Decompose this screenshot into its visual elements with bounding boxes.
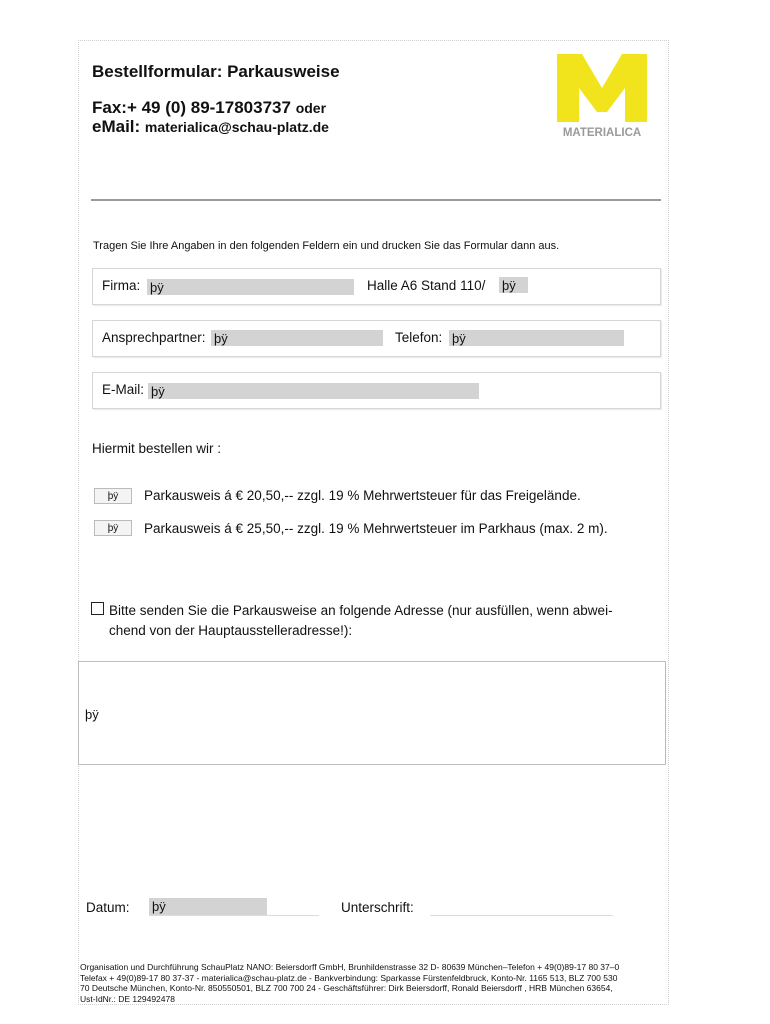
email-field[interactable]: þÿ	[148, 383, 479, 399]
date-line	[149, 915, 319, 916]
company-field[interactable]: þÿ	[147, 279, 354, 295]
footer-imprint	[80, 962, 670, 1004]
logo-m-shape	[557, 54, 647, 122]
signature-label: Unterschrift:	[341, 900, 414, 915]
stand-field[interactable]: þÿ	[499, 277, 528, 293]
logo-text: MATERIALICA	[562, 127, 642, 139]
order-item-car-park: Parkausweis á € 25,50,-- zzgl. 19 % Mehrwertsteuer im Parkhaus (max. 2 m).	[144, 521, 608, 536]
email-address: materialica@schau-platz.de	[144, 119, 329, 135]
footer-line-2: Telefax + 49(0)89-17 80 37-37 - materialica@schau-platz.de - Bankverbindung: Sparkasse Fürstenfeldbruck, Konto-Nr. 1165 513, BLZ 700 530	[80, 972, 618, 983]
contact-person-field[interactable]: þÿ	[211, 330, 383, 346]
email-field-label: E-Mail:	[102, 382, 145, 397]
order-intro: Hiermit bestellen wir :	[92, 441, 222, 456]
hall-stand-label: Halle A6 Stand 110/	[367, 278, 486, 293]
quantity-field-open-area[interactable]: þÿ	[94, 488, 132, 504]
alternate-address-checkbox[interactable]	[91, 602, 104, 615]
footer-line-3: 70 Deutsche München, Konto-Nr. 850550501, BLZ 700 700 24 - Geschäftsführer: Dirk Beiersdorff, Ronald Beiersdorff , HRB München 63654,	[80, 983, 613, 993]
date-field[interactable]: þÿ	[149, 898, 267, 915]
fax-line	[92, 98, 326, 118]
fax-number: Fax:+ 49 (0) 89-17803737	[92, 98, 291, 117]
fax-suffix: oder	[295, 100, 327, 116]
footer-line-4: Ust-IdNr.: DE 129492478	[80, 993, 175, 1004]
phone-field[interactable]: þÿ	[449, 330, 624, 346]
address-textarea[interactable]	[78, 661, 666, 765]
email-label: eMail:	[92, 117, 141, 136]
footer-line-1: Organisation und Durchführung SchauPlatz NANO: Beiersdorff GmbH, Brunhildenstrasse 32 D- 80639 München–Telefon + 49(0)89-17 80 37–0	[80, 962, 620, 972]
contact-person-label: Ansprechpartner:	[102, 330, 206, 345]
materialica-logo	[555, 52, 650, 140]
alternate-address-label-line-1: Bitte senden Sie die Parkausweise an folgende Adresse (nur ausfüllen, wenn abwei-	[109, 603, 613, 618]
phone-label: Telefon:	[395, 330, 443, 345]
alternate-address-label-line-2: chend von der Hauptausstelleradresse!):	[109, 623, 353, 638]
alternate-address-label	[109, 601, 649, 641]
order-item-open-area: Parkausweis á € 20,50,-- zzgl. 19 % Mehrwertsteuer für das Freigelände.	[144, 488, 581, 503]
instructions: Tragen Sie Ihre Angaben in den folgenden Feldern ein und drucken Sie das Formular dann aus.	[93, 240, 560, 252]
signature-line[interactable]	[430, 915, 613, 916]
address-value: þÿ	[85, 707, 99, 722]
page-title: Bestellformular: Parkausweise	[92, 62, 340, 81]
company-label: Firma:	[102, 278, 141, 293]
date-label: Datum:	[86, 900, 130, 915]
quantity-field-car-park[interactable]: þÿ	[94, 520, 132, 536]
email-line	[92, 117, 329, 137]
header-divider	[91, 199, 661, 201]
